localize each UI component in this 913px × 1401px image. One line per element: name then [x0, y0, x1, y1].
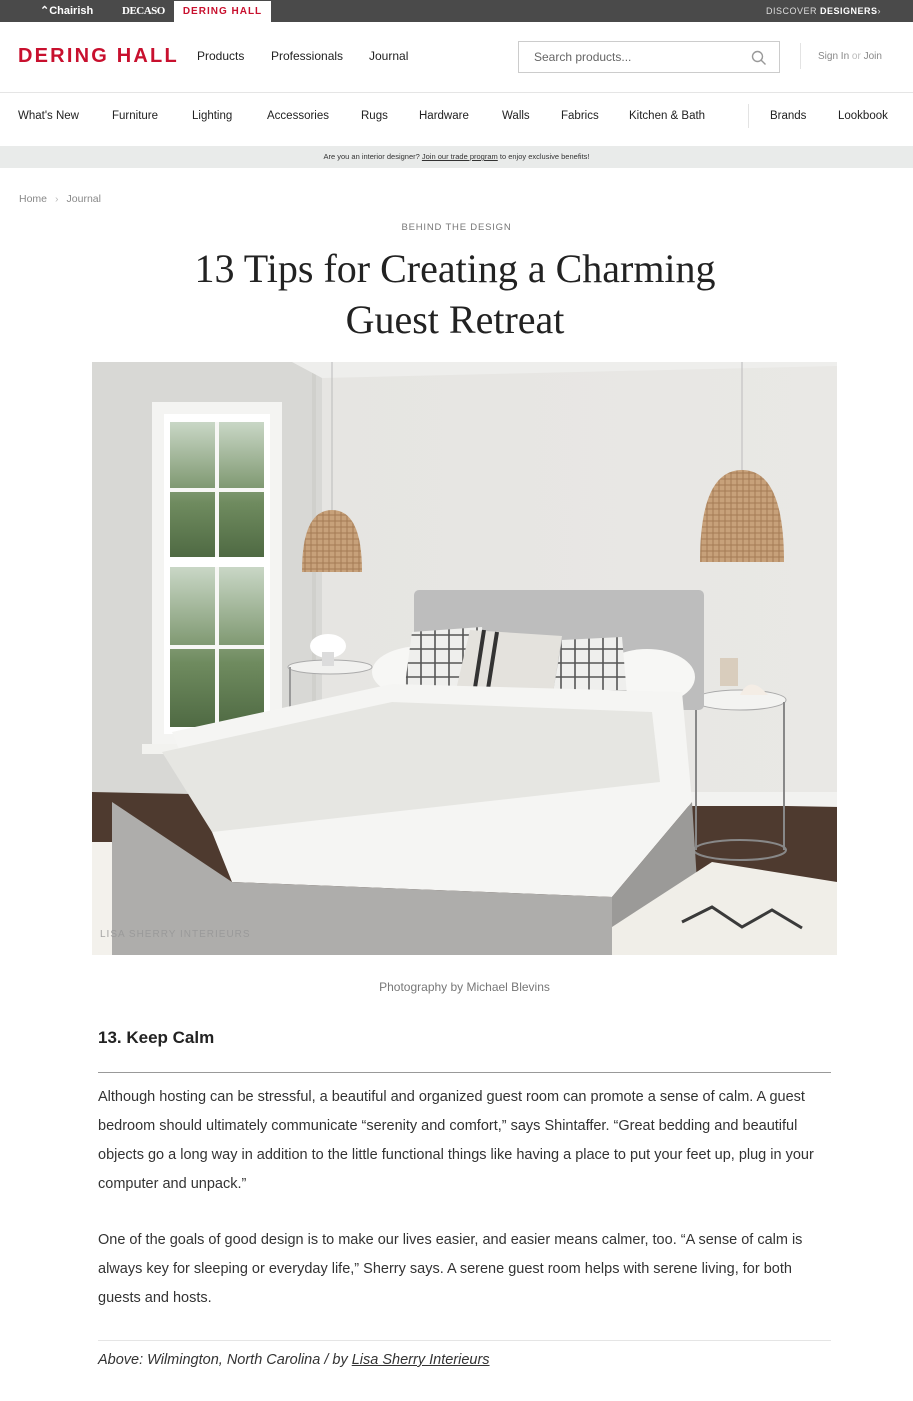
bedroom-photo — [92, 362, 837, 955]
search-box — [518, 41, 780, 73]
category-kitchen-bath[interactable]: Kitchen & Bath — [629, 110, 706, 122]
trade-banner-text: Are you an interior designer? — [323, 152, 420, 161]
sign-in-link[interactable]: Sign In — [818, 51, 850, 62]
or-text: or — [851, 51, 861, 62]
article-paragraph-1: Although hosting can be stressful, a beautiful and organized guest room can promote a sense of calm. A guest bedroom should ultimately communicate “serenity and comfort,” says Shintaffer. “Great bedding and beautiful objects go a long way in addition to the little functional things like having a place to put your feet up, plug in your computer and unpack.” — [98, 1089, 814, 1192]
image-watermark: LISA SHERRY INTERIEURS — [100, 929, 251, 940]
nav-journal[interactable]: Journal — [369, 49, 409, 63]
discover-designers-link[interactable] — [766, 0, 881, 22]
breadcrumb — [19, 193, 101, 205]
discover-prefix: DISCOVER — [765, 6, 817, 16]
category-fabrics[interactable]: Fabrics — [561, 110, 599, 122]
nav-professionals[interactable]: Professionals — [271, 49, 344, 63]
join-link[interactable]: Join — [863, 51, 882, 62]
category-furniture[interactable]: Furniture — [112, 110, 159, 122]
paragraph-divider — [98, 1340, 831, 1341]
image-credit-text: Above: Wilmington, North Carolina / by — [98, 1352, 352, 1368]
trade-banner-suffix: to enjoy exclusive benefits! — [499, 152, 590, 161]
chairish-logo-icon: ⌃ — [40, 5, 50, 17]
category-walls[interactable]: Walls — [502, 110, 530, 122]
category-lookbook[interactable]: Lookbook — [838, 110, 888, 122]
chairish-link[interactable] — [40, 0, 93, 22]
category-divider — [748, 104, 749, 128]
search-icon[interactable] — [751, 50, 767, 66]
article-category[interactable]: BEHIND THE DESIGN — [401, 222, 512, 233]
chevron-right-icon: › — [55, 193, 59, 205]
designer-link[interactable]: Lisa Sherry Interieurs — [351, 1352, 490, 1368]
trade-program-link[interactable]: Join our trade program — [421, 152, 498, 161]
breadcrumb-home[interactable]: Home — [19, 193, 48, 205]
account-links — [818, 51, 882, 62]
image-credit — [98, 1352, 490, 1368]
search-input[interactable] — [519, 42, 739, 72]
category-brands[interactable]: Brands — [770, 110, 807, 122]
decaso-link[interactable]: DECASO — [122, 5, 165, 17]
nav-products[interactable]: Products — [197, 49, 245, 63]
article-hero-image — [92, 362, 837, 955]
chairish-label: Chairish — [49, 5, 94, 17]
article-paragraph-2: One of the goals of good design is to make our lives easier, and easier means calmer, too. “A sense of calm is always key for sleeping or everyday life,” Sherry says. A serene guest room helps with serene living, for both guests and hosts. — [98, 1232, 803, 1306]
site-logo[interactable]: DERING HALL — [18, 45, 179, 67]
header-divider — [800, 43, 801, 69]
category-accessories[interactable]: Accessories — [267, 110, 329, 122]
category-lighting[interactable]: Lighting — [192, 110, 233, 122]
chevron-right-icon: › — [877, 6, 881, 16]
section-divider — [98, 1072, 831, 1073]
category-whats-new[interactable]: What's New — [18, 110, 79, 122]
category-hardware[interactable]: Hardware — [419, 110, 469, 122]
discover-designers: DESIGNERS — [819, 6, 878, 16]
site-switcher-bar — [0, 0, 913, 22]
article-title: 13 Tips for Creating a Charming Guest Retreat — [194, 246, 716, 342]
header-divider-line — [0, 92, 913, 93]
category-rugs[interactable]: Rugs — [361, 110, 388, 122]
dering-hall-tab[interactable]: DERING HALL — [174, 1, 271, 22]
breadcrumb-journal[interactable]: Journal — [66, 193, 101, 205]
image-caption: Photography by Michael Blevins — [379, 980, 550, 994]
section-heading: 13. Keep Calm — [98, 1028, 215, 1047]
trade-banner — [0, 146, 913, 168]
